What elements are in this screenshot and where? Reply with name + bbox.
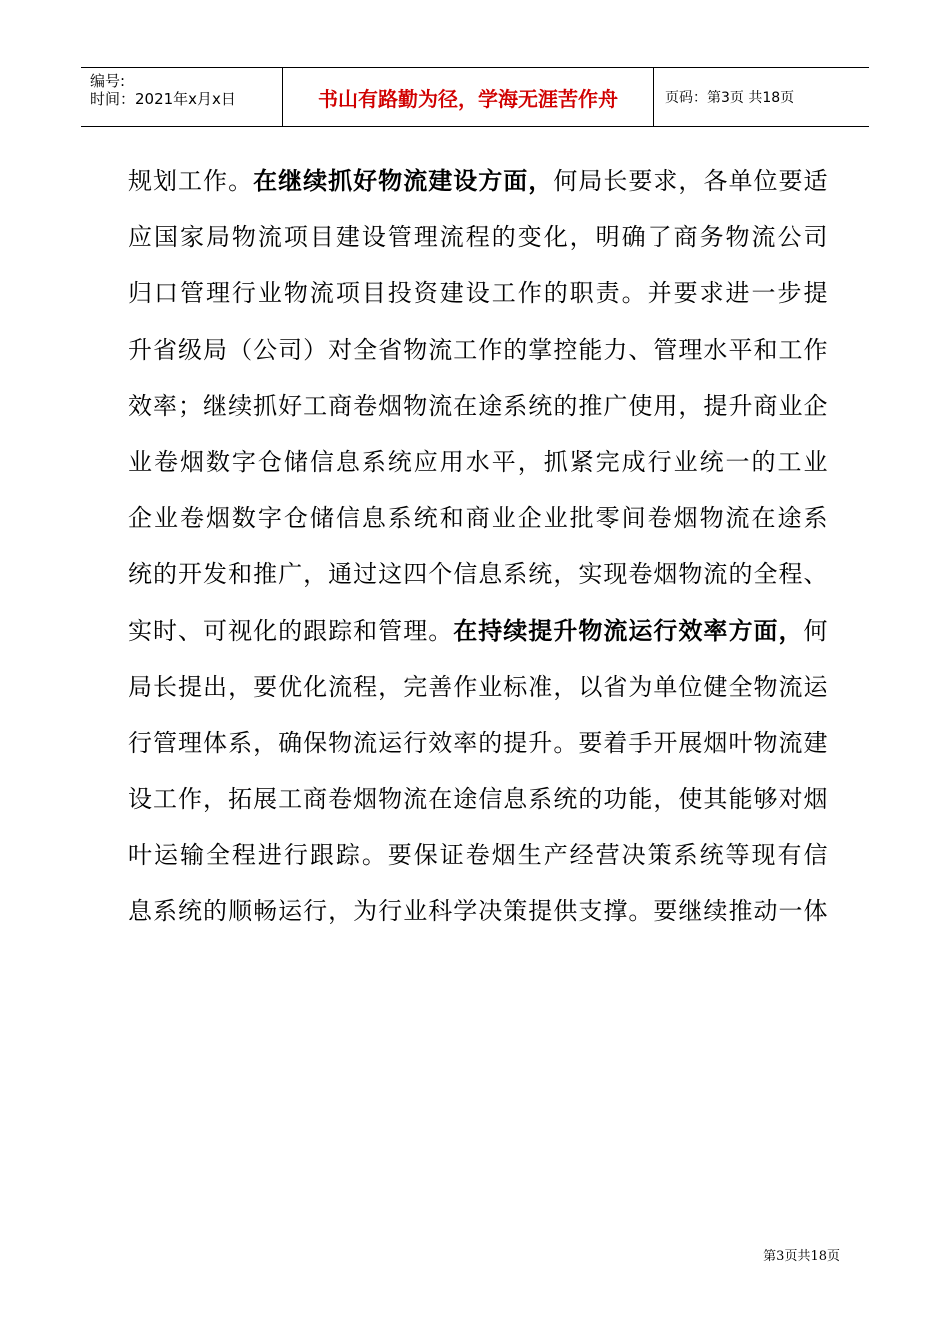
body-line: 应国家局物流项目建设管理流程的变化，明确了商务物流公司: [128, 223, 828, 252]
body-line: 局长提出，要优化流程，完善作业标准，以省为单位健全物流运: [128, 672, 828, 701]
document-body: [128, 153, 828, 940]
header-motto-cell: [283, 68, 654, 126]
body-line: 统的开发和推广，通过这四个信息系统，实现卷烟物流的全程、: [128, 560, 828, 589]
bold-heading-run: 在继续抓好物流建设方面，: [253, 166, 554, 195]
body-line: 设工作，拓展工商卷烟物流在途信息系统的功能，使其能够对烟: [128, 785, 828, 814]
bold-heading-run: 在持续提升物流运行效率方面，: [453, 615, 804, 645]
header-page-code-cell: [654, 68, 869, 126]
header-meta: [81, 68, 283, 126]
body-line: [128, 153, 828, 209]
body-line: 归口管理行业物流项目投资建设工作的职责。并要求进一步提: [128, 279, 828, 308]
body-text-run: 何: [803, 616, 829, 645]
document-number-label: 编号:: [90, 72, 126, 90]
header-page-code: 页码：第3页 共18页: [665, 90, 795, 106]
body-text-run: 规划工作。: [128, 167, 254, 195]
body-text-run: 何局长要求，各单位要适: [553, 167, 829, 195]
body-line: 业卷烟数字仓储信息系统应用水平，抓紧完成行业统一的工业: [128, 447, 828, 476]
body-line: 企业卷烟数字仓储信息系统和商业企业批零间卷烟物流在途系: [128, 504, 828, 533]
body-line: [128, 603, 828, 659]
page-header: [81, 67, 869, 127]
header-motto: 书山有路勤为径，学海无涯苦作舟: [318, 86, 618, 111]
body-line: 升省级局（公司）对全省物流工作的掌控能力、管理水平和工作: [128, 335, 828, 364]
document-time: 时间：2021年x月x日: [90, 90, 236, 108]
body-text-run: 实时、可视化的跟踪和管理。: [128, 616, 454, 645]
page-footer: 第3页共18页: [763, 1249, 840, 1264]
body-line: 叶运输全程进行跟踪。要保证卷烟生产经营决策系统等现有信: [128, 841, 828, 870]
body-line: 效率；继续抓好工商卷烟物流在途系统的推广使用，提升商业企: [128, 391, 828, 420]
body-line: 息系统的顺畅运行，为行业科学决策提供支撑。要继续推动一体: [128, 897, 828, 926]
body-line: 行管理体系，确保物流运行效率的提升。要着手开展烟叶物流建: [128, 728, 828, 757]
